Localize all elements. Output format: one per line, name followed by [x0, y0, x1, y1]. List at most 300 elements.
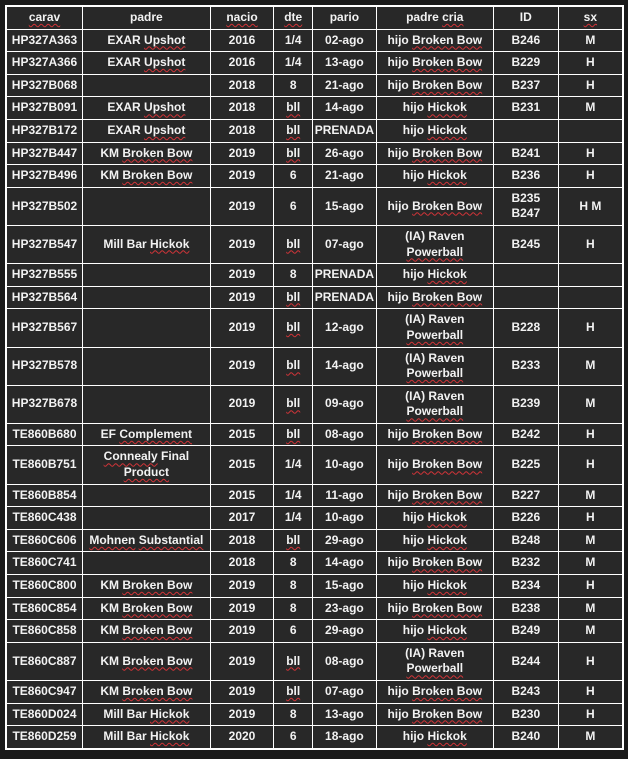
cell-carav: HP327B578 [6, 347, 83, 385]
table-row [6, 529, 623, 552]
spellcheck-underline: cria [442, 10, 464, 24]
cell-dte [274, 385, 313, 423]
cell-sx: M [558, 529, 623, 552]
cell-padre: Mill Bar Hickok [83, 703, 211, 726]
column-header-padre_cria: padre cria [376, 6, 493, 29]
cell-pario: 11-ago [313, 484, 377, 507]
cell-sx: M [558, 620, 623, 643]
table-row [6, 309, 623, 347]
spellcheck-underline: bll [286, 122, 301, 137]
spellcheck-underline: bll [286, 396, 301, 411]
cell-pario: 13-ago [313, 703, 377, 726]
cell-padre_cria: (IA) Raven Powerball [376, 347, 493, 385]
cell-carav: HP327B502 [6, 187, 83, 225]
table-row [6, 74, 623, 97]
table-row [6, 726, 623, 749]
cell-padre_cria: hijo Broken Bow [376, 423, 493, 446]
cell-nacio: 2018 [210, 552, 274, 575]
spellcheck-underline: Broken Bow [412, 426, 483, 441]
spellcheck-underline: Hickok [427, 267, 467, 282]
cell-padre_cria: (IA) Raven Powerball [376, 642, 493, 680]
cell-padre_cria: hijo Hickok [376, 726, 493, 749]
cell-nacio: 2019 [210, 225, 274, 263]
spellcheck-underline: Hickok [427, 623, 467, 638]
cell-carav: TE860C947 [6, 681, 83, 704]
spellcheck-underline: Broken Bow [122, 600, 193, 615]
cell-sx: H [558, 575, 623, 598]
cell-dte [274, 142, 313, 165]
cell-carav: HP327B547 [6, 225, 83, 263]
cell-padre: EXAR Upshot [83, 29, 211, 52]
spellcheck-underline: Substantial [138, 532, 204, 547]
cell-carav: TE860C438 [6, 507, 83, 530]
cell-sx: M [558, 97, 623, 120]
cell-padre [83, 264, 211, 287]
spellcheck-underline: Hickok [427, 168, 467, 183]
table-row [6, 165, 623, 188]
cell-id [493, 119, 558, 142]
table-row [6, 575, 623, 598]
spellcheck-underline: Powerball [406, 404, 464, 419]
cell-id: B229 [493, 52, 558, 75]
cell-padre_cria: hijo Hickok [376, 575, 493, 598]
spellcheck-underline: Broken Bow [412, 457, 483, 472]
cell-dte [274, 119, 313, 142]
spellcheck-underline: bll [286, 320, 301, 335]
cell-dte: 1/4 [274, 446, 313, 484]
spellcheck-underline: Broken Bow [122, 168, 193, 183]
spellcheck-underline: bll [286, 426, 301, 441]
spellcheck-underline: Broken Bow [122, 145, 193, 160]
cell-padre: KM Broken Bow [83, 597, 211, 620]
cell-carav: HP327B447 [6, 142, 83, 165]
spellcheck-underline: Hickok [427, 532, 467, 547]
cell-id: B243 [493, 681, 558, 704]
cell-nacio: 2016 [210, 52, 274, 75]
cell-sx: M [558, 552, 623, 575]
cell-padre_cria: hijo Hickok [376, 119, 493, 142]
table-row [6, 597, 623, 620]
cell-carav: HP327B091 [6, 97, 83, 120]
cell-padre_cria: hijo Hickok [376, 264, 493, 287]
table-row [6, 681, 623, 704]
cell-nacio: 2020 [210, 726, 274, 749]
cell-padre_cria: hijo Hickok [376, 507, 493, 530]
cell-sx [558, 286, 623, 309]
cell-id: B226 [493, 507, 558, 530]
spellcheck-underline: bll [286, 653, 301, 668]
cell-nacio: 2018 [210, 97, 274, 120]
cell-sx: H [558, 165, 623, 188]
cell-padre_cria: (IA) Raven Powerball [376, 225, 493, 263]
cell-pario: 23-ago [313, 597, 377, 620]
spellcheck-underline: nacio [226, 10, 258, 24]
table-row [6, 446, 623, 484]
cell-sx: H [558, 507, 623, 530]
cell-padre [83, 484, 211, 507]
cell-id: B228 [493, 309, 558, 347]
cell-pario: 02-ago [313, 29, 377, 52]
cell-carav: HP327A363 [6, 29, 83, 52]
cell-padre [83, 347, 211, 385]
table-row [6, 264, 623, 287]
cell-padre [83, 286, 211, 309]
cell-carav: TE860C858 [6, 620, 83, 643]
cell-dte: 8 [274, 552, 313, 575]
cell-nacio: 2015 [210, 423, 274, 446]
spellcheck-underline: bll [286, 236, 301, 251]
cell-id: B237 [493, 74, 558, 97]
cell-pario: 21-ago [313, 74, 377, 97]
cell-padre [83, 507, 211, 530]
cell-padre [83, 187, 211, 225]
spellcheck-underline: Broken Bow [412, 487, 483, 502]
spellcheck-underline: Broken Bow [412, 32, 483, 47]
cell-dte [274, 97, 313, 120]
spellcheck-underline: Powerball [406, 244, 464, 259]
cell-pario: 29-ago [313, 620, 377, 643]
cell-carav: TE860C887 [6, 642, 83, 680]
cell-carav: TE860C741 [6, 552, 83, 575]
spellcheck-underline: Hickok [427, 510, 467, 525]
cell-sx: H [558, 142, 623, 165]
cell-id: B233 [493, 347, 558, 385]
cell-carav: HP327B678 [6, 385, 83, 423]
cell-dte: 8 [274, 575, 313, 598]
spellcheck-underline: Broken Bow [412, 706, 483, 721]
cell-nacio: 2019 [210, 385, 274, 423]
cell-nacio: 2019 [210, 642, 274, 680]
cell-nacio: 2019 [210, 309, 274, 347]
cell-carav: TE860C800 [6, 575, 83, 598]
cell-id: B230 [493, 703, 558, 726]
cell-carav: TE860B751 [6, 446, 83, 484]
cell-nacio: 2019 [210, 187, 274, 225]
cell-padre: KM Broken Bow [83, 681, 211, 704]
cell-pario: 29-ago [313, 529, 377, 552]
cell-dte [274, 681, 313, 704]
cell-padre_cria: hijo Broken Bow [376, 552, 493, 575]
spellcheck-underline: Hickok [150, 236, 190, 251]
cell-dte: 1/4 [274, 29, 313, 52]
cell-padre_cria: hijo Broken Bow [376, 52, 493, 75]
cell-carav: HP327B496 [6, 165, 83, 188]
cell-padre_cria: hijo Hickok [376, 620, 493, 643]
spellcheck-underline: Hickok [427, 578, 467, 593]
spellcheck-underline: bll [286, 289, 301, 304]
table-row [6, 484, 623, 507]
table-row [6, 187, 623, 225]
cell-sx: H [558, 309, 623, 347]
cell-sx: H [558, 446, 623, 484]
cell-carav: TE860D259 [6, 726, 83, 749]
cell-dte [274, 286, 313, 309]
cell-sx [558, 119, 623, 142]
cell-sx: M [558, 484, 623, 507]
cell-id [493, 286, 558, 309]
cell-pario: 13-ago [313, 52, 377, 75]
spellcheck-underline: Upshot [144, 100, 186, 115]
cell-dte: 1/4 [274, 507, 313, 530]
cell-carav: HP327B068 [6, 74, 83, 97]
table-row [6, 225, 623, 263]
cell-nacio: 2019 [210, 681, 274, 704]
cell-padre: Mill Bar Hickok [83, 726, 211, 749]
cell-pario: 10-ago [313, 446, 377, 484]
cell-sx: H M [558, 187, 623, 225]
cell-id: B246 [493, 29, 558, 52]
column-header-id: ID [493, 6, 558, 29]
cell-carav: HP327B564 [6, 286, 83, 309]
cell-carav: TE860C606 [6, 529, 83, 552]
spellcheck-underline: Powerball [406, 661, 464, 676]
spellcheck-underline: bll [286, 358, 301, 373]
table-body [6, 29, 623, 749]
cell-pario: 21-ago [313, 165, 377, 188]
cell-pario: 15-ago [313, 575, 377, 598]
cell-sx: H [558, 225, 623, 263]
spellcheck-underline: Broken Bow [122, 623, 193, 638]
cell-dte: 8 [274, 703, 313, 726]
cell-padre_cria: hijo Broken Bow [376, 286, 493, 309]
spellcheck-underline: Broken Bow [412, 289, 483, 304]
cell-sx: M [558, 29, 623, 52]
breeding-table [5, 5, 624, 750]
spellcheck-underline: sx [583, 10, 598, 24]
cell-id: B244 [493, 642, 558, 680]
table-row [6, 385, 623, 423]
table-row [6, 52, 623, 75]
cell-padre_cria: hijo Hickok [376, 165, 493, 188]
column-header-carav [6, 6, 83, 29]
cell-pario: 10-ago [313, 507, 377, 530]
cell-pario: PRENADA [313, 286, 377, 309]
cell-pario: 12-ago [313, 309, 377, 347]
cell-dte [274, 347, 313, 385]
column-header-sx [558, 6, 623, 29]
cell-pario: 26-ago [313, 142, 377, 165]
cell-carav: TE860B680 [6, 423, 83, 446]
cell-sx: M [558, 385, 623, 423]
cell-padre: EXAR Upshot [83, 119, 211, 142]
cell-padre [83, 529, 211, 552]
spellcheck-underline: Hickok [150, 729, 190, 744]
cell-padre: Connealy Final Product [83, 446, 211, 484]
cell-nacio: 2019 [210, 620, 274, 643]
cell-nacio: 2019 [210, 347, 274, 385]
cell-padre_cria: hijo Hickok [376, 529, 493, 552]
table-row [6, 142, 623, 165]
cell-sx: M [558, 726, 623, 749]
cell-carav: HP327B567 [6, 309, 83, 347]
cell-sx: H [558, 52, 623, 75]
column-header-nacio [210, 6, 274, 29]
table-row [6, 507, 623, 530]
table-row [6, 423, 623, 446]
cell-pario: 09-ago [313, 385, 377, 423]
table-row [6, 29, 623, 52]
cell-sx [558, 264, 623, 287]
cell-id: B241 [493, 142, 558, 165]
cell-pario: 14-ago [313, 97, 377, 120]
cell-padre_cria: (IA) Raven Powerball [376, 309, 493, 347]
cell-carav: TE860B854 [6, 484, 83, 507]
spellcheck-underline: Hickok [427, 729, 467, 744]
cell-nacio: 2019 [210, 575, 274, 598]
cell-padre [83, 309, 211, 347]
cell-carav: TE860D024 [6, 703, 83, 726]
cell-sx: H [558, 681, 623, 704]
cell-nacio: 2015 [210, 446, 274, 484]
spellcheck-underline: Broken Bow [412, 600, 483, 615]
cell-nacio: 2015 [210, 484, 274, 507]
cell-pario: PRENADA [313, 264, 377, 287]
cell-sx: H [558, 74, 623, 97]
cell-id: B232 [493, 552, 558, 575]
cell-id: B236 [493, 165, 558, 188]
cell-dte: 6 [274, 165, 313, 188]
spellcheck-underline: bll [286, 145, 301, 160]
cell-padre_cria: hijo Broken Bow [376, 142, 493, 165]
cell-dte: 6 [274, 187, 313, 225]
spellcheck-underline: Mohnen [89, 532, 136, 547]
cell-pario: 07-ago [313, 225, 377, 263]
cell-dte: 6 [274, 620, 313, 643]
cell-dte [274, 309, 313, 347]
spellcheck-underline: bll [286, 532, 301, 547]
cell-id: B239 [493, 385, 558, 423]
cell-padre: EXAR Upshot [83, 52, 211, 75]
spellcheck-underline: carav [28, 10, 61, 24]
cell-padre_cria: hijo Broken Bow [376, 484, 493, 507]
spellcheck-underline: Broken Bow [412, 145, 483, 160]
column-header-padre: padre [83, 6, 211, 29]
cell-nacio: 2019 [210, 165, 274, 188]
spellcheck-underline: Broken Bow [412, 77, 483, 92]
cell-padre: KM Broken Bow [83, 575, 211, 598]
cell-nacio: 2019 [210, 142, 274, 165]
spellcheck-underline: Upshot [144, 122, 186, 137]
cell-id: B249 [493, 620, 558, 643]
spellcheck-underline: Product [123, 465, 170, 480]
spellcheck-underline: Hickok [427, 100, 467, 115]
cell-padre: EF Complement [83, 423, 211, 446]
table-row [6, 347, 623, 385]
cell-nacio: 2019 [210, 597, 274, 620]
spellcheck-underline: bll [286, 684, 301, 698]
cell-padre [83, 385, 211, 423]
table-row [6, 119, 623, 142]
spellcheck-underline: bll [286, 100, 301, 115]
cell-padre: KM Broken Bow [83, 642, 211, 680]
spellcheck-underline: Broken Bow [412, 555, 483, 570]
cell-carav: TE860C854 [6, 597, 83, 620]
table-row [6, 620, 623, 643]
cell-id: B227 [493, 484, 558, 507]
cell-padre_cria: hijo Broken Bow [376, 446, 493, 484]
cell-padre_cria: hijo Broken Bow [376, 703, 493, 726]
spellcheck-underline: dte [284, 10, 303, 24]
cell-sx: H [558, 642, 623, 680]
table-row [6, 286, 623, 309]
cell-sx: H [558, 423, 623, 446]
spellcheck-underline: Powerball [406, 327, 464, 342]
cell-id: B234 [493, 575, 558, 598]
cell-dte: 1/4 [274, 484, 313, 507]
cell-pario: 08-ago [313, 423, 377, 446]
cell-pario: 14-ago [313, 347, 377, 385]
cell-id [493, 264, 558, 287]
spellcheck-underline: Broken Bow [412, 55, 483, 70]
cell-dte [274, 423, 313, 446]
cell-nacio: 2019 [210, 703, 274, 726]
header-row [6, 6, 623, 29]
cell-nacio: 2019 [210, 264, 274, 287]
cell-padre: KM Broken Bow [83, 620, 211, 643]
cell-sx: M [558, 347, 623, 385]
cell-carav: HP327A366 [6, 52, 83, 75]
spellcheck-underline: Connealy [103, 449, 158, 464]
spellcheck-underline: Broken Bow [122, 684, 193, 698]
cell-padre_cria: hijo Broken Bow [376, 29, 493, 52]
spellcheck-underline: Broken Bow [122, 653, 193, 668]
column-header-dte [274, 6, 313, 29]
cell-dte [274, 642, 313, 680]
cell-nacio: 2019 [210, 286, 274, 309]
spellcheck-underline: Upshot [144, 32, 186, 47]
spellcheck-underline: Hickok [427, 122, 467, 137]
cell-padre_cria: hijo Broken Bow [376, 681, 493, 704]
cell-padre: KM Broken Bow [83, 142, 211, 165]
cell-pario: 15-ago [313, 187, 377, 225]
cell-carav: HP327B172 [6, 119, 83, 142]
cell-padre_cria: hijo Broken Bow [376, 597, 493, 620]
cell-pario: 18-ago [313, 726, 377, 749]
spellcheck-underline: Broken Bow [412, 198, 483, 213]
spellcheck-underline: Broken Bow [122, 578, 193, 593]
spellcheck-underline: Broken Bow [412, 684, 483, 698]
cell-id: B238 [493, 597, 558, 620]
cell-id: B242 [493, 423, 558, 446]
cell-id: B225 [493, 446, 558, 484]
cell-id: B245 [493, 225, 558, 263]
cell-dte [274, 225, 313, 263]
cell-padre [83, 552, 211, 575]
cell-padre_cria: hijo Hickok [376, 97, 493, 120]
cell-carav: HP327B555 [6, 264, 83, 287]
table-row [6, 552, 623, 575]
cell-dte [274, 529, 313, 552]
cell-sx: M [558, 597, 623, 620]
cell-padre_cria: hijo Broken Bow [376, 187, 493, 225]
cell-id: B240 [493, 726, 558, 749]
table-row [6, 642, 623, 680]
cell-dte: 6 [274, 726, 313, 749]
cell-nacio: 2018 [210, 119, 274, 142]
cell-id: B235 B247 [493, 187, 558, 225]
cell-pario: PRENADA [313, 119, 377, 142]
cell-nacio: 2016 [210, 29, 274, 52]
cell-pario: 14-ago [313, 552, 377, 575]
cell-padre [83, 74, 211, 97]
cell-padre: KM Broken Bow [83, 165, 211, 188]
cell-id: B231 [493, 97, 558, 120]
cell-padre_cria: hijo Broken Bow [376, 74, 493, 97]
cell-id: B248 [493, 529, 558, 552]
table-row [6, 97, 623, 120]
spellcheck-underline: Hickok [150, 706, 190, 721]
cell-nacio: 2017 [210, 507, 274, 530]
